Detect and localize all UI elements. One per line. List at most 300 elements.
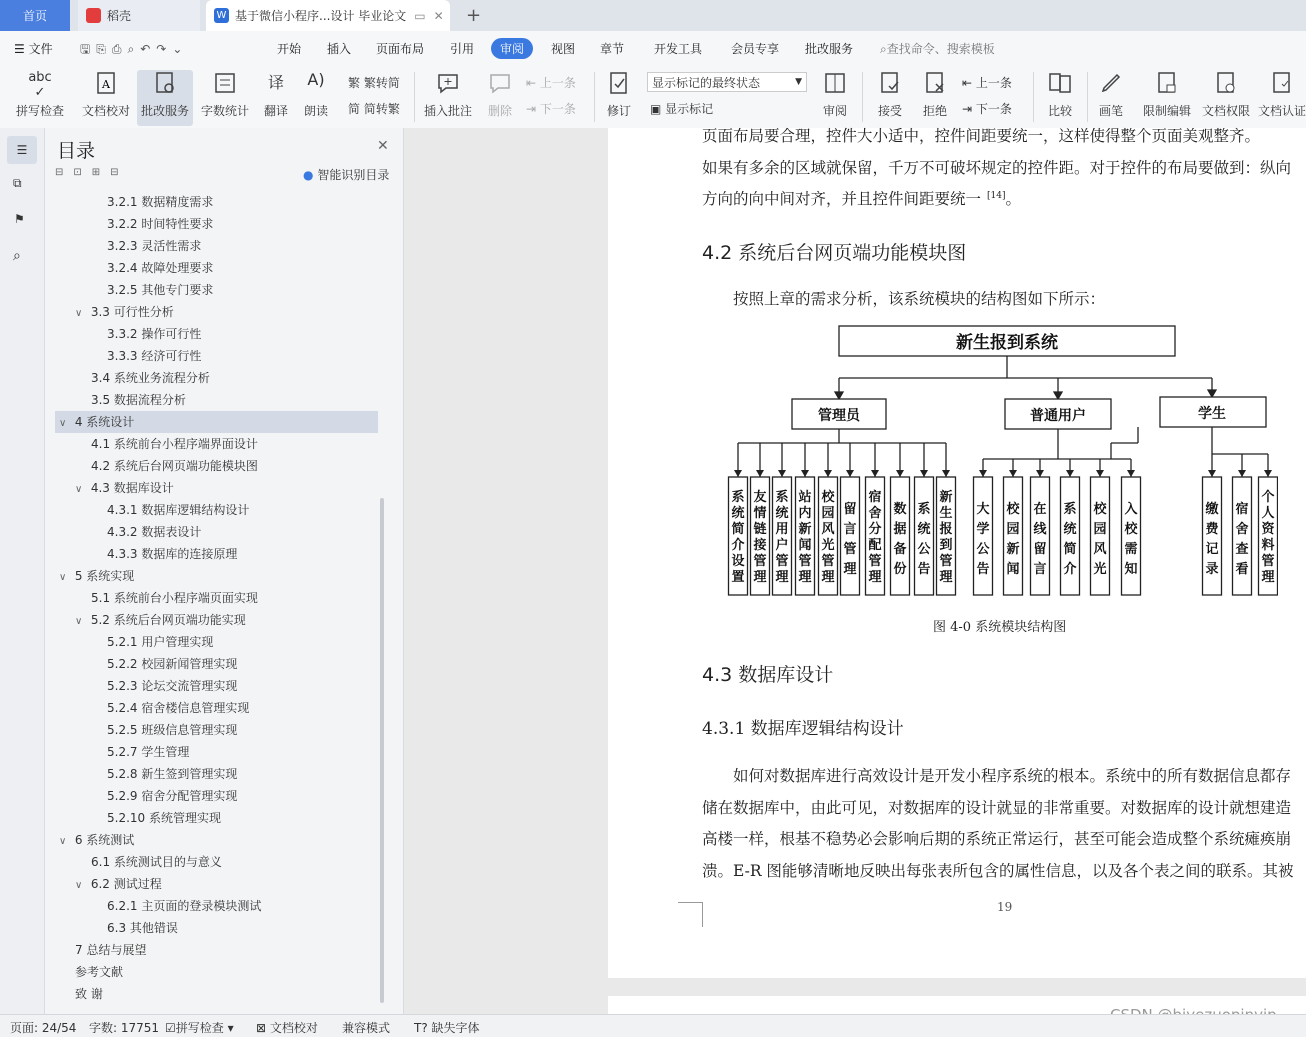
- toc-item-label: 4 系统设计: [74, 415, 135, 429]
- toc-item[interactable]: 3.2.1 数据精度需求: [107, 195, 214, 209]
- toc-item[interactable]: 3.2.5 其他专门要求: [107, 283, 214, 297]
- toc-item[interactable]: 致 谢: [75, 987, 103, 1001]
- user-leaf-char: 学: [976, 522, 990, 537]
- toc-item-label: 4.3 数据库设计: [90, 481, 174, 495]
- heading-4-2: 4.2 系统后台网页端功能模块图: [702, 242, 967, 264]
- insert-comment-label: 插入批注: [423, 104, 472, 118]
- toc-item[interactable]: 5.2.9 宿舍分配管理实现: [107, 789, 238, 803]
- admin-leaf-char: 到: [939, 538, 953, 553]
- arrow-head: [1264, 470, 1272, 477]
- user-leaf-char: 在: [1033, 502, 1047, 517]
- toc-item[interactable]: [55, 477, 174, 499]
- admin-leaf-char: 舍: [868, 506, 882, 521]
- menu-chapter[interactable]: 章节: [600, 42, 625, 56]
- admin-leaf-char: 理: [843, 562, 857, 577]
- restrict-edit-label: 限制编辑: [1142, 104, 1191, 118]
- toc-item-label: 5.2 系统后台网页端功能实现: [90, 613, 246, 627]
- user-leaf-char: 需: [1124, 542, 1138, 557]
- preview-icon[interactable]: ⌕: [127, 42, 141, 56]
- admin-leaf-char: 统: [775, 506, 789, 521]
- comment-add-icon: [435, 70, 461, 96]
- simp-to-trad-label: 简转繁: [363, 102, 400, 116]
- user-leaf-char: 闻: [1006, 562, 1020, 577]
- admin-leaf-char: 站: [798, 490, 812, 505]
- toc-item[interactable]: 5.2.10 系统管理实现: [107, 811, 221, 825]
- arrow-head: [778, 470, 786, 477]
- remove-heading-icon[interactable]: ⊟: [110, 167, 129, 178]
- reject-icon: [922, 70, 948, 96]
- search-icon: ⌕: [880, 42, 887, 56]
- lock-doc-icon: [1154, 70, 1180, 96]
- nav-icon-column: [0, 128, 45, 1014]
- chevron-down-icon[interactable]: ∨: [75, 616, 83, 627]
- admin-leaf-char: 管: [843, 542, 857, 557]
- pen-icon: [1098, 70, 1124, 96]
- toc-item[interactable]: 4.3.1 数据库逻辑结构设计: [107, 503, 250, 517]
- quick-access-toolbar[interactable]: [80, 40, 188, 61]
- simp-to-trad-button[interactable]: [348, 100, 400, 117]
- compat-mode: 兼容模式: [342, 1021, 391, 1035]
- toc-item[interactable]: [55, 565, 134, 587]
- admin-leaf-char: 接: [753, 538, 767, 553]
- delete-comment-label: 删除: [487, 104, 512, 118]
- menu-member[interactable]: 会员专享: [731, 42, 780, 56]
- arrow-head: [734, 470, 742, 477]
- file-menu-label: 文件: [28, 42, 53, 56]
- compare-icon: [1047, 70, 1073, 96]
- read-aloud-icon: A): [307, 70, 325, 89]
- paragraph-line: 页面布局要合理，控件大小适中，控件间距要统一，这样使得整个页面美观整齐。: [702, 127, 1261, 145]
- user-leaf-char: 校: [1093, 502, 1107, 517]
- translate-button[interactable]: [256, 70, 296, 119]
- page-indicator[interactable]: 页面: 24/54: [10, 1021, 77, 1035]
- admin-leaf-char: 配: [868, 538, 882, 553]
- show-markup-icon: ▣: [650, 101, 662, 116]
- user-leaf-char: 知: [1124, 562, 1138, 577]
- ai-icon: ●: [303, 168, 314, 182]
- toc-item[interactable]: 6.1 系统测试目的与意义: [91, 855, 222, 869]
- batch-service-label: 批改服务: [140, 104, 189, 118]
- chevron-down-icon[interactable]: ∨: [75, 484, 83, 495]
- toc-item-label: 3.3 可行性分析: [90, 305, 174, 319]
- simp-trad-icon: 简: [348, 102, 361, 116]
- trad-to-simp-label: 繁转简: [363, 76, 400, 90]
- toc-item[interactable]: [55, 873, 162, 895]
- trad-to-simp-button[interactable]: [348, 74, 400, 91]
- user-leaf-char: 留: [1033, 542, 1047, 557]
- chapter-nav-icon[interactable]: ⧉: [13, 176, 22, 190]
- menu-view[interactable]: 视图: [551, 42, 576, 56]
- review-ribbon: [0, 66, 1306, 129]
- tab-wps-label: 稻壳: [107, 9, 132, 23]
- page-corner-mark: [678, 902, 703, 927]
- menu-insert[interactable]: 插入: [327, 42, 352, 56]
- user-leaf-char: 公: [976, 542, 990, 557]
- permission-icon: [1213, 70, 1239, 96]
- admin-leaf-char: 留: [843, 502, 857, 517]
- collapse-all-icon[interactable]: ⊟: [55, 167, 74, 178]
- status-spell-check[interactable]: ☑拼写检查 ▾: [165, 1021, 234, 1035]
- batch-service-button[interactable]: [137, 70, 193, 126]
- toc-item[interactable]: 5.2.2 校园新闻管理实现: [107, 657, 238, 671]
- toc-item[interactable]: 3.5 数据流程分析: [91, 393, 186, 407]
- admin-leaf-char: 校: [821, 490, 835, 505]
- toc-item[interactable]: 5.2.8 新生签到管理实现: [107, 767, 238, 781]
- admin-leaf-char: 情: [753, 506, 767, 521]
- toc-item-label: 6.2 测试过程: [90, 877, 162, 891]
- toc-item[interactable]: 5.2.5 班级信息管理实现: [107, 723, 238, 737]
- divider: [1033, 72, 1034, 122]
- menu-correction[interactable]: 批改服务: [805, 42, 854, 56]
- accept-label: 接受: [877, 104, 902, 118]
- student-leaf-char: 舍: [1235, 522, 1249, 537]
- bookmark-icon[interactable]: ⚑: [14, 212, 25, 226]
- file-menu[interactable]: [14, 40, 53, 57]
- admin-leaf-char: 管: [753, 554, 767, 569]
- admin-leaf-char: 新: [798, 522, 812, 537]
- revise-button[interactable]: [601, 70, 637, 119]
- admin-leaf-char: 介: [731, 538, 745, 553]
- add-heading-icon[interactable]: ⊞: [91, 167, 111, 178]
- compare-button[interactable]: [1040, 70, 1080, 119]
- doc-certify-button[interactable]: [1258, 70, 1306, 119]
- divider: [414, 72, 415, 122]
- close-icon[interactable]: ✕: [377, 138, 389, 154]
- trad-simp-icon: 繁: [348, 76, 361, 90]
- student-leaf-char: 录: [1205, 562, 1219, 577]
- prev-icon: ⇤: [526, 75, 537, 90]
- pen-label: 画笔: [1098, 104, 1123, 118]
- restrict-edit-button[interactable]: [1141, 70, 1193, 119]
- menu-page-layout[interactable]: 页面布局: [376, 42, 425, 56]
- word-doc-icon: W: [214, 8, 229, 23]
- toc-item[interactable]: 4.3.2 数据表设计: [107, 525, 202, 539]
- student-leaf-char: 管: [1261, 554, 1275, 569]
- more-icon[interactable]: ⌄: [172, 42, 189, 56]
- user-leaf-char: 简: [1063, 542, 1077, 557]
- word-count-label: 字数统计: [200, 104, 249, 118]
- admin-leaf-char: 理: [821, 570, 835, 585]
- tab-wps[interactable]: [78, 0, 200, 31]
- toc-panel-icon[interactable]: ☰: [7, 136, 37, 164]
- toc-list: [55, 191, 378, 1011]
- reject-label: 拒绝: [922, 104, 947, 118]
- arrow-head: [1096, 470, 1104, 477]
- student-leaf-char: 人: [1261, 506, 1275, 521]
- toc-item[interactable]: 5.1 系统前台小程序端页面实现: [91, 591, 258, 605]
- word-count-icon: [212, 70, 238, 96]
- find-icon[interactable]: ⌕: [13, 248, 21, 264]
- hamburger-icon: ☰: [14, 42, 25, 56]
- chevron-down-icon[interactable]: ∨: [75, 880, 83, 891]
- toc-item[interactable]: 4.1 系统前台小程序端界面设计: [91, 437, 258, 451]
- admin-leaf-char: 设: [731, 554, 745, 569]
- status-proofread[interactable]: [256, 1019, 318, 1036]
- arrow-head: [846, 470, 854, 477]
- student-leaf-char: 料: [1261, 538, 1275, 553]
- font-icon: T?: [414, 1021, 428, 1035]
- admin-leaf-char: 生: [939, 506, 953, 521]
- user-leaf-char: 园: [1006, 522, 1020, 537]
- arrow-head: [920, 470, 928, 477]
- admin-leaf-char: 光: [821, 538, 835, 553]
- paragraph-line: 高楼一样，根基不稳势必会影响后期的系统正常运行，甚至可能会造成整个系统瘫痪崩: [702, 830, 1292, 848]
- admin-leaf-char: 用: [775, 522, 789, 537]
- toc-item[interactable]: 3.3.3 经济可行性: [107, 349, 202, 363]
- toc-item[interactable]: 6.3 其他错误: [107, 921, 178, 935]
- word-count[interactable]: 字数: 17751: [89, 1021, 160, 1035]
- toc-item[interactable]: 5.2.7 学生管理: [107, 745, 190, 759]
- revise-label: 修订: [606, 104, 631, 118]
- next-change-button[interactable]: [962, 100, 1012, 117]
- reject-button[interactable]: [915, 70, 955, 119]
- toc-panel: [45, 128, 404, 1014]
- student-leaf-char: 资: [1261, 522, 1275, 537]
- toc-scrollbar[interactable]: [380, 498, 384, 1003]
- toc-item-selected[interactable]: [55, 411, 378, 433]
- close-tab-icon[interactable]: ✕: [433, 8, 444, 23]
- markup-state-value: 显示标记的最终状态: [652, 75, 761, 90]
- paragraph-line: 溃。E-R 图能够清晰地反映出每张表所包含的属性信息，以及各个表之间的联系。其被: [702, 862, 1294, 880]
- toc-item[interactable]: 6.2.1 主页面的登录模块测试: [107, 899, 262, 913]
- toc-item[interactable]: [55, 609, 246, 631]
- user-leaf-char: 园: [1093, 522, 1107, 537]
- toc-item[interactable]: 3.3.2 操作可行性: [107, 327, 202, 341]
- admin-leaf-char: 数: [893, 502, 907, 517]
- prev-change-icon: ⇤: [962, 75, 973, 90]
- expand-up-icon[interactable]: ⊡: [73, 167, 92, 178]
- doc-proofread-button[interactable]: [78, 70, 134, 119]
- admin-leaf-char: 闻: [798, 538, 812, 553]
- page-number: 19: [997, 900, 1013, 914]
- paragraph-line: [702, 187, 1021, 209]
- chevron-down-icon[interactable]: ∨: [59, 572, 67, 583]
- admin-label: 管理员: [818, 408, 860, 424]
- user-leaf-char: 光: [1093, 562, 1107, 577]
- admin-leaf-char: 系: [731, 490, 745, 505]
- status-bar: [0, 1014, 1306, 1037]
- root-label: 新生报到系统: [956, 333, 1058, 353]
- user-leaf-char: 言: [1033, 562, 1047, 577]
- monitor-icon[interactable]: ▭: [414, 8, 426, 23]
- admin-leaf-char: 内: [798, 506, 812, 521]
- divider: [594, 72, 595, 122]
- accept-icon: [877, 70, 903, 96]
- admin-leaf-char: 管: [868, 554, 882, 569]
- missing-font[interactable]: [414, 1019, 480, 1036]
- toc-item[interactable]: 3.2.2 时间特性要求: [107, 217, 214, 231]
- user-leaf-char: 线: [1033, 522, 1047, 537]
- figure-caption: 图 4-0 系统模块结构图: [933, 620, 1067, 635]
- doc-permission-button[interactable]: [1200, 70, 1252, 119]
- admin-leaf-char: 据: [893, 522, 907, 537]
- review-pane-button[interactable]: [815, 70, 855, 119]
- wps-logo-icon: [86, 8, 101, 23]
- paragraph-text: 方向的向中间对齐，并且控件间距要统一: [702, 190, 982, 208]
- prev-change-label: 上一条: [975, 76, 1012, 90]
- smart-toc-button[interactable]: [303, 166, 389, 183]
- checkbox-icon: ☑: [165, 1021, 176, 1035]
- arrow-head: [1009, 470, 1017, 477]
- admin-leaf-char: 报: [939, 522, 953, 537]
- user-leaf-char: 风: [1093, 542, 1107, 557]
- toc-item[interactable]: 4.2 系统后台网页端功能模块图: [91, 459, 258, 473]
- user-leaf-char: 介: [1063, 562, 1077, 577]
- status-proofread-label: 文档校对: [269, 1021, 318, 1035]
- next-comment-button[interactable]: [526, 100, 576, 117]
- menu-review[interactable]: 审阅: [491, 38, 533, 59]
- pen-button[interactable]: [1093, 70, 1129, 119]
- menu-start[interactable]: 开始: [277, 42, 302, 56]
- admin-leaf-char: 园: [821, 506, 835, 521]
- toc-item-label: 6 系统测试: [74, 833, 135, 847]
- admin-leaf-char: 管: [798, 554, 812, 569]
- admin-leaf-char: 简: [731, 522, 745, 537]
- insert-comment-button[interactable]: [422, 70, 474, 119]
- admin-leaf-char: 系: [775, 490, 789, 505]
- prev-comment-label: 上一条: [539, 76, 576, 90]
- print-icon[interactable]: ⎙: [111, 42, 128, 56]
- user-leaf-char: 告: [976, 562, 990, 577]
- paragraph-line: 储在数据库中，由此可见，对数据库的设计就显的非常重要。对数据库的设计就想建造: [702, 799, 1292, 817]
- next-change-icon: ⇥: [962, 101, 973, 116]
- admin-leaf-char: 备: [893, 542, 907, 557]
- admin-leaf-char: 系: [917, 502, 931, 517]
- admin-leaf-char: 理: [868, 570, 882, 585]
- chevron-down-icon[interactable]: ∨: [59, 836, 67, 847]
- document-page: [608, 128, 1306, 978]
- review-pane-label: 审阅: [822, 104, 847, 118]
- arrow-head: [1066, 470, 1074, 477]
- toc-item[interactable]: 7 总结与展望: [75, 943, 147, 957]
- translate-label: 翻译: [263, 104, 288, 118]
- paragraph-line: 如果有多余的区域就保留，千万不可破坏规定的控件距。对于控件的布局要做到：纵向: [702, 159, 1292, 177]
- smart-toc-label: 智能识别目录: [317, 168, 390, 182]
- admin-leaf-char: 理: [798, 570, 812, 585]
- heading-4-3: 4.3 数据库设计: [702, 664, 834, 686]
- student-leaf-char: 看: [1235, 562, 1249, 577]
- student-leaf-char: 查: [1235, 542, 1249, 557]
- admin-leaf-char: 新: [939, 490, 953, 505]
- admin-leaf-char: 分: [868, 522, 882, 537]
- arrow-head: [756, 470, 764, 477]
- arrow-head: [896, 470, 904, 477]
- tab-home[interactable]: [0, 0, 70, 31]
- student-leaf-char: 费: [1205, 522, 1219, 537]
- proofread-icon: [93, 70, 119, 96]
- prev-comment-button[interactable]: [526, 74, 576, 91]
- new-tab-label: +: [466, 5, 482, 26]
- toc-item[interactable]: 参考文献: [75, 965, 124, 979]
- admin-leaf-char: 统: [731, 506, 745, 521]
- next-icon: ⇥: [526, 101, 537, 116]
- next-comment-label: 下一条: [539, 102, 576, 116]
- arrow-head: [1238, 470, 1246, 477]
- admin-leaf-char: 管: [939, 554, 953, 569]
- menu-bar: [0, 31, 1306, 66]
- admin-leaf-char: 管: [775, 554, 789, 569]
- toc-item[interactable]: [55, 301, 174, 323]
- leaf-nodes: [729, 443, 1278, 595]
- tab-document[interactable]: [206, 0, 450, 31]
- arrow-head: [1127, 470, 1135, 477]
- read-aloud-button[interactable]: [300, 70, 332, 119]
- chevron-down-icon[interactable]: ∨: [75, 308, 83, 319]
- divider: [1087, 72, 1088, 122]
- toc-item[interactable]: 3.2.3 灵活性需求: [107, 239, 202, 253]
- export-icon[interactable]: ⎘: [96, 42, 112, 56]
- new-tab-button[interactable]: [458, 0, 484, 31]
- doc-permission-label: 文档权限: [1201, 104, 1250, 118]
- menu-reference[interactable]: 引用: [450, 42, 475, 56]
- redo-icon[interactable]: ↷: [156, 42, 173, 56]
- translate-icon: 译: [267, 73, 284, 92]
- accept-button[interactable]: [870, 70, 910, 119]
- student-leaf-char: 理: [1261, 570, 1275, 585]
- doc-proofread-label: 文档校对: [81, 104, 130, 118]
- admin-leaf-char: 链: [753, 522, 767, 537]
- save-icon[interactable]: 🖫: [80, 42, 97, 56]
- toc-item[interactable]: 5.2.3 论坛交流管理实现: [107, 679, 238, 693]
- spell-check-label: 拼写检查: [15, 104, 64, 118]
- student-label: 学生: [1198, 406, 1226, 422]
- read-aloud-label: 朗读: [303, 104, 328, 118]
- comment-delete-icon: [487, 70, 513, 96]
- show-markup-button[interactable]: [650, 100, 713, 117]
- admin-leaf-char: 理: [939, 570, 953, 585]
- batch-service-icon: [152, 70, 178, 96]
- toc-item[interactable]: 4.3.3 数据库的连接原理: [107, 547, 238, 561]
- tab-bar: [0, 0, 1306, 32]
- menu-dev-tools[interactable]: 开发工具: [654, 42, 703, 56]
- prev-change-button[interactable]: [962, 74, 1012, 91]
- command-search[interactable]: [880, 40, 995, 57]
- arrow-head: [871, 470, 879, 477]
- review-pane-icon: [822, 70, 848, 96]
- delete-comment-button[interactable]: [481, 70, 519, 119]
- command-search-placeholder: 查找命令、搜索模板: [886, 42, 995, 56]
- toc-tools: [55, 167, 129, 178]
- citation-ref: [14]: [987, 190, 1006, 201]
- proofread-box-icon: ⊠: [256, 1021, 267, 1035]
- toc-item[interactable]: 5.2.1 用户管理实现: [107, 635, 214, 649]
- arrow-head: [979, 470, 987, 477]
- admin-leaf-char: 管: [821, 554, 835, 569]
- tab-home-label: 首页: [22, 9, 47, 23]
- undo-icon[interactable]: ↶: [140, 42, 157, 56]
- doc-certify-label: 文档认证: [1258, 104, 1306, 118]
- divider: [862, 72, 863, 122]
- toc-item[interactable]: 5.2.4 宿舍楼信息管理实现: [107, 701, 250, 715]
- admin-leaf-char: 公: [917, 542, 931, 557]
- chevron-down-icon[interactable]: ∨: [59, 418, 67, 429]
- next-change-label: 下一条: [975, 102, 1012, 116]
- missing-font-label: 缺失字体: [431, 1021, 480, 1035]
- user-leaf-char: 统: [1063, 522, 1077, 537]
- heading-4-3-1: 4.3.1 数据库逻辑结构设计: [702, 719, 904, 739]
- admin-leaf-char: 份: [893, 562, 907, 577]
- toc-item[interactable]: 3.4 系统业务流程分析: [91, 371, 210, 385]
- toc-item[interactable]: [55, 829, 134, 851]
- admin-leaf-char: 户: [775, 538, 789, 553]
- spell-check-button[interactable]: [10, 70, 70, 119]
- markup-state-select[interactable]: [647, 72, 807, 92]
- toc-item[interactable]: 3.2.4 故障处理要求: [107, 261, 214, 275]
- word-count-button[interactable]: [197, 70, 253, 119]
- certify-icon: [1269, 70, 1295, 96]
- paragraph-end: 。: [1005, 190, 1022, 208]
- paragraph-line: 如何对数据库进行高效设计是开发小程序系统的根本。系统中的所有数据信息都存: [733, 767, 1292, 785]
